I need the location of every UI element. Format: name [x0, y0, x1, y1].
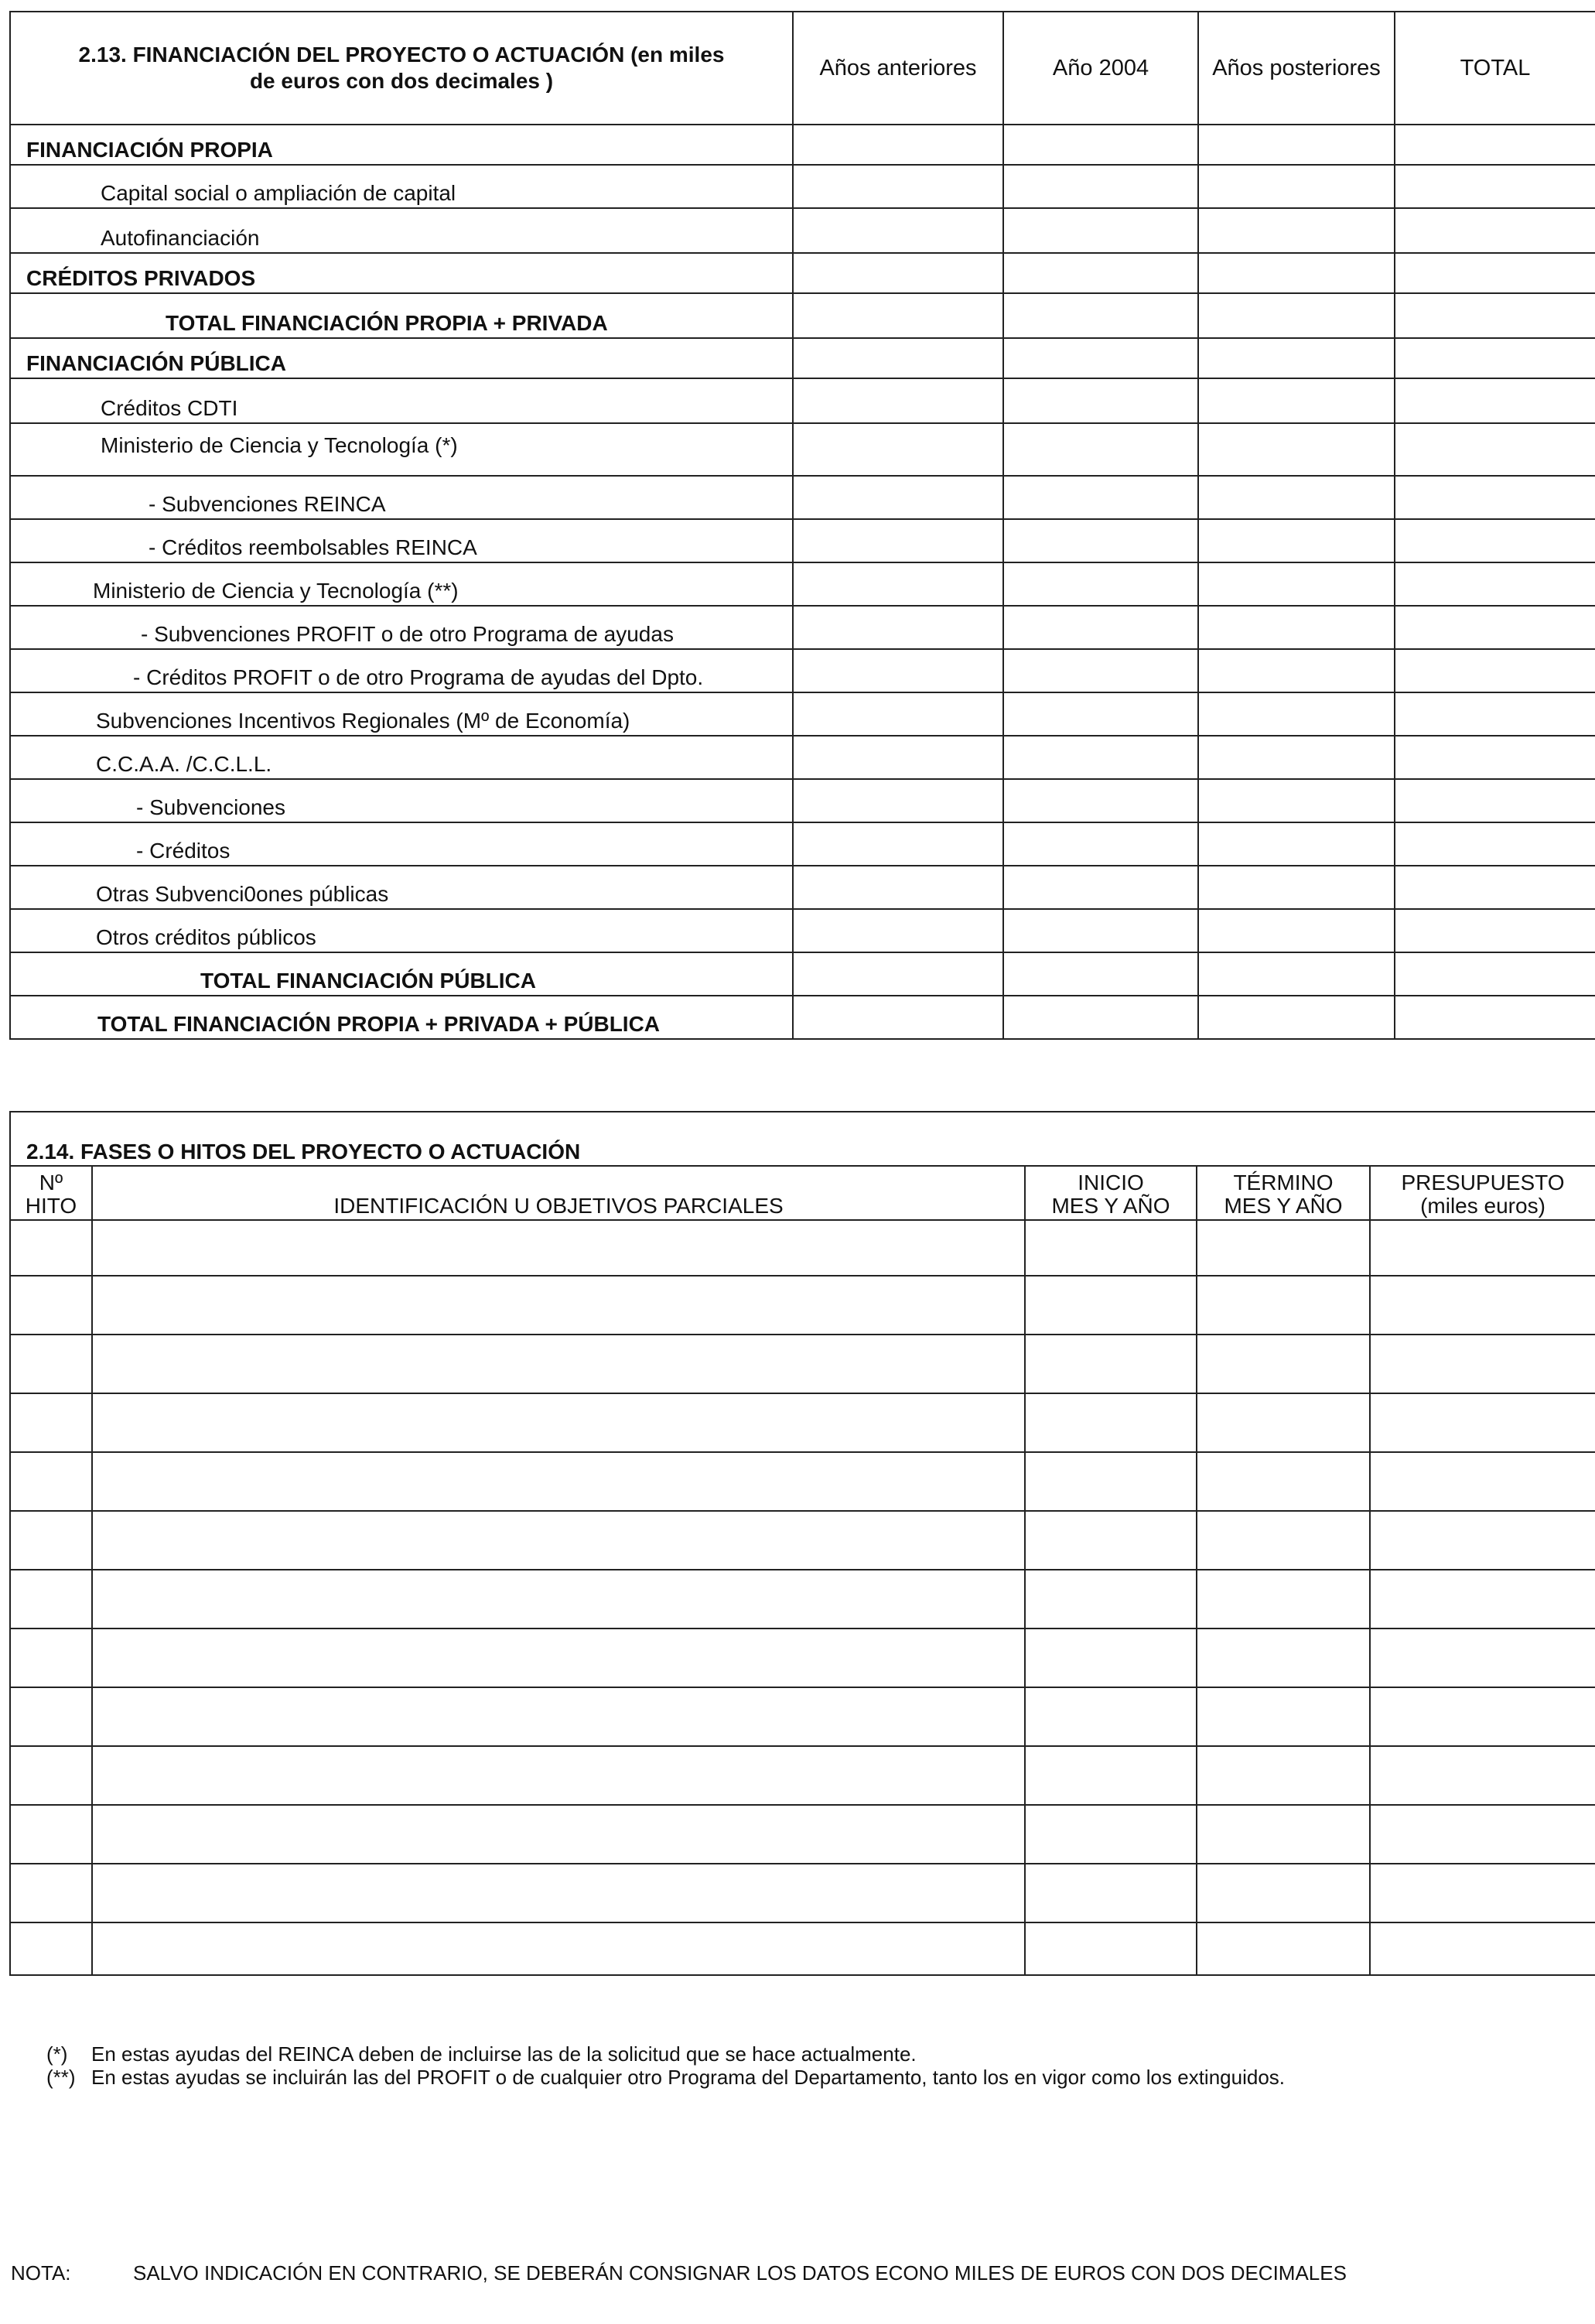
- row-self-financing: [10, 208, 1595, 253]
- cell-later[interactable]: [1198, 562, 1395, 606]
- cell-identification[interactable]: [92, 1335, 1025, 1393]
- cell-total[interactable]: [1395, 649, 1595, 692]
- cell-previous[interactable]: [793, 736, 1003, 779]
- cell-2004[interactable]: [1003, 208, 1198, 253]
- cell-previous[interactable]: [793, 423, 1003, 476]
- cell-number[interactable]: [10, 1864, 92, 1922]
- final-note-text: SALVO INDICACIÓN EN CONTRARIO, SE DEBERÁN CONSIGNAR LOS DATOS ECONO MILES DE EUROS CON DOS DECIMALES: [133, 2261, 1347, 2285]
- milestones-header-row: [10, 1166, 1595, 1220]
- cell-total[interactable]: [1395, 606, 1595, 649]
- row-label: Otros créditos públicos: [10, 909, 793, 952]
- cell-2004[interactable]: [1003, 253, 1198, 293]
- row-grand-total: [10, 996, 1595, 1039]
- cell-later[interactable]: [1198, 779, 1395, 822]
- cell-end[interactable]: [1197, 1922, 1370, 1975]
- col-header-start-line2: MES Y AÑO: [1051, 1194, 1170, 1218]
- col-header-end: [1197, 1166, 1370, 1220]
- col-header-previous-years: Años anteriores: [793, 12, 1003, 125]
- row-ccaa-ccll: [10, 736, 1595, 779]
- milestone-row: [10, 1922, 1595, 1975]
- cell-later[interactable]: [1198, 293, 1395, 338]
- row-label: FINANCIACIÓN PROPIA: [10, 125, 793, 165]
- cell-previous[interactable]: [793, 649, 1003, 692]
- cell-2004[interactable]: [1003, 909, 1198, 952]
- cell-budget[interactable]: [1370, 1746, 1595, 1805]
- col-header-milestone-number: [10, 1166, 92, 1220]
- footnote-2-marker: (**): [46, 2066, 76, 2089]
- cell-later[interactable]: [1198, 649, 1395, 692]
- cell-end[interactable]: [1197, 1511, 1370, 1570]
- footnote-1-text: En estas ayudas del REINCA deben de incluirse las de la solicitud que se hace actualmente.: [91, 2042, 917, 2066]
- row-label: - Créditos: [10, 822, 793, 866]
- cell-later[interactable]: [1198, 692, 1395, 736]
- cell-previous[interactable]: [793, 165, 1003, 208]
- cell-start[interactable]: [1025, 1864, 1197, 1922]
- cell-budget[interactable]: [1370, 1805, 1595, 1864]
- milestone-row: [10, 1511, 1595, 1570]
- cell-later[interactable]: [1198, 952, 1395, 996]
- cell-2004[interactable]: [1003, 476, 1198, 519]
- row-own-financing: [10, 125, 1595, 165]
- cell-end[interactable]: [1197, 1452, 1370, 1511]
- row-label: C.C.A.A. /C.C.L.L.: [10, 736, 793, 779]
- row-regional-incentives: [10, 692, 1595, 736]
- cell-end[interactable]: [1197, 1220, 1370, 1276]
- row-label: - Créditos PROFIT o de otro Programa de ayudas del Dpto.: [10, 649, 793, 692]
- row-total-own-private: [10, 293, 1595, 338]
- row-label: FINANCIACIÓN PÚBLICA: [10, 338, 793, 378]
- col-header-year-2004: Año 2004: [1003, 12, 1198, 125]
- cell-2004[interactable]: [1003, 423, 1198, 476]
- footnote-2: [46, 2066, 1516, 2089]
- row-public-financing: [10, 338, 1595, 378]
- row-total-public: [10, 952, 1595, 996]
- financing-table: [9, 11, 1595, 1040]
- cell-identification[interactable]: [92, 1452, 1025, 1511]
- col-header-total: TOTAL: [1395, 12, 1595, 125]
- cell-start[interactable]: [1025, 1511, 1197, 1570]
- cell-later[interactable]: [1198, 378, 1395, 423]
- cell-total[interactable]: [1395, 692, 1595, 736]
- cell-number[interactable]: [10, 1570, 92, 1629]
- cell-previous[interactable]: [793, 519, 1003, 562]
- row-label: Ministerio de Ciencia y Tecnología (*): [10, 423, 793, 476]
- row-label: - Subvenciones PROFIT o de otro Programa de ayudas: [10, 606, 793, 649]
- cell-previous[interactable]: [793, 378, 1003, 423]
- cell-later[interactable]: [1198, 996, 1395, 1039]
- cell-identification[interactable]: [92, 1746, 1025, 1805]
- cell-number[interactable]: [10, 1746, 92, 1805]
- cell-identification[interactable]: [92, 1864, 1025, 1922]
- cell-2004[interactable]: [1003, 692, 1198, 736]
- row-label: Autofinanciación: [10, 208, 793, 253]
- milestone-row: [10, 1393, 1595, 1452]
- cell-end[interactable]: [1197, 1687, 1370, 1746]
- row-label: TOTAL FINANCIACIÓN PÚBLICA: [10, 952, 793, 996]
- row-ministry-2: [10, 562, 1595, 606]
- cell-later[interactable]: [1198, 208, 1395, 253]
- cell-2004[interactable]: [1003, 866, 1198, 909]
- cell-previous[interactable]: [793, 952, 1003, 996]
- cell-total[interactable]: [1395, 476, 1595, 519]
- row-reinca-grants: [10, 476, 1595, 519]
- cell-previous[interactable]: [793, 822, 1003, 866]
- cell-start[interactable]: [1025, 1687, 1197, 1746]
- cell-start[interactable]: [1025, 1452, 1197, 1511]
- footnote-1-marker: (*): [46, 2042, 68, 2066]
- cell-2004[interactable]: [1003, 562, 1198, 606]
- cell-budget[interactable]: [1370, 1864, 1595, 1922]
- cell-total[interactable]: [1395, 909, 1595, 952]
- cell-identification[interactable]: [92, 1393, 1025, 1452]
- financing-title-line2: de euros con dos decimales ): [249, 69, 554, 93]
- cell-start[interactable]: [1025, 1335, 1197, 1393]
- col-header-start: [1025, 1166, 1197, 1220]
- cell-number[interactable]: [10, 1335, 92, 1393]
- cell-identification[interactable]: [92, 1629, 1025, 1687]
- col-header-num-line2: HITO: [25, 1194, 77, 1218]
- cell-2004[interactable]: [1003, 606, 1198, 649]
- cell-previous[interactable]: [793, 125, 1003, 165]
- footnote-2-text: En estas ayudas se incluirán las del PROFIT o de cualquier otro Programa del Departamento, tanto los en vigor como los extinguidos.: [91, 2066, 1286, 2089]
- cell-total[interactable]: [1395, 736, 1595, 779]
- milestones-table: [9, 1111, 1595, 1976]
- col-header-later-years: Años posteriores: [1198, 12, 1395, 125]
- col-header-num-line1: Nº: [39, 1171, 63, 1194]
- cell-number[interactable]: [10, 1276, 92, 1335]
- milestone-row: [10, 1335, 1595, 1393]
- cell-budget[interactable]: [1370, 1687, 1595, 1746]
- cell-budget[interactable]: [1370, 1922, 1595, 1975]
- financing-title: [10, 12, 793, 125]
- cell-2004[interactable]: [1003, 736, 1198, 779]
- cell-budget[interactable]: [1370, 1629, 1595, 1687]
- cell-later[interactable]: [1198, 165, 1395, 208]
- cell-identification[interactable]: [92, 1687, 1025, 1746]
- milestone-row: [10, 1805, 1595, 1864]
- row-reinca-credits: [10, 519, 1595, 562]
- cell-end[interactable]: [1197, 1864, 1370, 1922]
- cell-start[interactable]: [1025, 1922, 1197, 1975]
- cell-previous[interactable]: [793, 996, 1003, 1039]
- cell-previous[interactable]: [793, 253, 1003, 293]
- cell-identification[interactable]: [92, 1922, 1025, 1975]
- cell-start[interactable]: [1025, 1570, 1197, 1629]
- cell-2004[interactable]: [1003, 952, 1198, 996]
- cell-total[interactable]: [1395, 779, 1595, 822]
- cell-previous[interactable]: [793, 866, 1003, 909]
- row-label: CRÉDITOS PRIVADOS: [10, 253, 793, 293]
- row-profit-grants: [10, 606, 1595, 649]
- cell-budget[interactable]: [1370, 1570, 1595, 1629]
- col-header-end-line2: MES Y AÑO: [1224, 1194, 1343, 1218]
- cell-end[interactable]: [1197, 1629, 1370, 1687]
- milestone-row: [10, 1864, 1595, 1922]
- cell-end[interactable]: [1197, 1570, 1370, 1629]
- milestone-row: [10, 1220, 1595, 1276]
- col-header-budget: [1370, 1166, 1595, 1220]
- cell-previous[interactable]: [793, 909, 1003, 952]
- milestone-row: [10, 1746, 1595, 1805]
- row-label: Ministerio de Ciencia y Tecnología (**): [10, 562, 793, 606]
- row-label: Créditos CDTI: [10, 378, 793, 423]
- row-label: TOTAL FINANCIACIÓN PROPIA + PRIVADA: [10, 293, 793, 338]
- row-ministry-1: [10, 423, 1595, 476]
- cell-end[interactable]: [1197, 1393, 1370, 1452]
- cell-total[interactable]: [1395, 125, 1595, 165]
- cell-total[interactable]: [1395, 822, 1595, 866]
- cell-later[interactable]: [1198, 423, 1395, 476]
- cell-total[interactable]: [1395, 562, 1595, 606]
- cell-number[interactable]: [10, 1805, 92, 1864]
- row-label: - Subvenciones: [10, 779, 793, 822]
- row-label: Otras Subvenci0ones públicas: [10, 866, 793, 909]
- col-header-identification: IDENTIFICACIÓN U OBJETIVOS PARCIALES: [92, 1166, 1025, 1220]
- cell-later[interactable]: [1198, 125, 1395, 165]
- cell-start[interactable]: [1025, 1805, 1197, 1864]
- cell-identification[interactable]: [92, 1511, 1025, 1570]
- milestones-title-row: [10, 1112, 1595, 1166]
- cell-start[interactable]: [1025, 1220, 1197, 1276]
- footnotes: [46, 2042, 1516, 2089]
- cell-previous[interactable]: [793, 779, 1003, 822]
- cell-later[interactable]: [1198, 338, 1395, 378]
- cell-2004[interactable]: [1003, 293, 1198, 338]
- row-ccaa-credits: [10, 822, 1595, 866]
- financing-header-row: [10, 12, 1595, 125]
- cell-total[interactable]: [1395, 378, 1595, 423]
- milestone-row: [10, 1570, 1595, 1629]
- milestones-title: 2.14. FASES O HITOS DEL PROYECTO O ACTUACIÓN: [10, 1112, 1595, 1166]
- cell-previous[interactable]: [793, 293, 1003, 338]
- cell-previous[interactable]: [793, 338, 1003, 378]
- cell-later[interactable]: [1198, 822, 1395, 866]
- cell-start[interactable]: [1025, 1393, 1197, 1452]
- cell-previous[interactable]: [793, 606, 1003, 649]
- cell-identification[interactable]: [92, 1805, 1025, 1864]
- cell-budget[interactable]: [1370, 1220, 1595, 1276]
- cell-identification[interactable]: [92, 1570, 1025, 1629]
- cell-budget[interactable]: [1370, 1335, 1595, 1393]
- cell-2004[interactable]: [1003, 338, 1198, 378]
- col-header-start-line1: INICIO: [1078, 1171, 1144, 1194]
- row-label: TOTAL FINANCIACIÓN PROPIA + PRIVADA + PÚBLICA: [10, 996, 793, 1039]
- row-other-public-grants: [10, 866, 1595, 909]
- footnote-1: [46, 2042, 1516, 2066]
- cell-budget[interactable]: [1370, 1511, 1595, 1570]
- row-label: - Créditos reembolsables REINCA: [10, 519, 793, 562]
- cell-later[interactable]: [1198, 866, 1395, 909]
- row-other-public-credits: [10, 909, 1595, 952]
- cell-2004[interactable]: [1003, 649, 1198, 692]
- col-header-end-line1: TÉRMINO: [1233, 1171, 1334, 1194]
- row-profit-credits: [10, 649, 1595, 692]
- row-label: - Subvenciones REINCA: [10, 476, 793, 519]
- cell-later[interactable]: [1198, 606, 1395, 649]
- cell-total[interactable]: [1395, 338, 1595, 378]
- cell-later[interactable]: [1198, 476, 1395, 519]
- cell-budget[interactable]: [1370, 1276, 1595, 1335]
- cell-identification[interactable]: [92, 1220, 1025, 1276]
- cell-start[interactable]: [1025, 1629, 1197, 1687]
- cell-budget[interactable]: [1370, 1393, 1595, 1452]
- cell-2004[interactable]: [1003, 996, 1198, 1039]
- milestone-row: [10, 1687, 1595, 1746]
- cell-later[interactable]: [1198, 909, 1395, 952]
- cell-total[interactable]: [1395, 519, 1595, 562]
- cell-previous[interactable]: [793, 208, 1003, 253]
- cell-end[interactable]: [1197, 1746, 1370, 1805]
- cell-total[interactable]: [1395, 165, 1595, 208]
- cell-previous[interactable]: [793, 562, 1003, 606]
- cell-2004[interactable]: [1003, 822, 1198, 866]
- cell-end[interactable]: [1197, 1335, 1370, 1393]
- cell-end[interactable]: [1197, 1276, 1370, 1335]
- final-note-label: NOTA:: [11, 2261, 71, 2285]
- row-ccaa-grants: [10, 779, 1595, 822]
- cell-start[interactable]: [1025, 1276, 1197, 1335]
- row-private-credits: [10, 253, 1595, 293]
- cell-later[interactable]: [1198, 736, 1395, 779]
- cell-previous[interactable]: [793, 476, 1003, 519]
- cell-later[interactable]: [1198, 253, 1395, 293]
- cell-2004[interactable]: [1003, 165, 1198, 208]
- cell-total[interactable]: [1395, 253, 1595, 293]
- row-cdti-credits: [10, 378, 1595, 423]
- cell-previous[interactable]: [793, 692, 1003, 736]
- cell-number[interactable]: [10, 1687, 92, 1746]
- col-header-budget-line2: (miles euros): [1420, 1194, 1545, 1218]
- row-label: Capital social o ampliación de capital: [10, 165, 793, 208]
- cell-number[interactable]: [10, 1922, 92, 1975]
- cell-number[interactable]: [10, 1220, 92, 1276]
- cell-number[interactable]: [10, 1452, 92, 1511]
- milestone-row: [10, 1452, 1595, 1511]
- financing-title-line1: 2.13. FINANCIACIÓN DEL PROYECTO O ACTUACIÓN (en miles: [78, 43, 725, 67]
- cell-2004[interactable]: [1003, 779, 1198, 822]
- cell-total[interactable]: [1395, 423, 1595, 476]
- cell-budget[interactable]: [1370, 1452, 1595, 1511]
- cell-2004[interactable]: [1003, 519, 1198, 562]
- cell-2004[interactable]: [1003, 378, 1198, 423]
- cell-total[interactable]: [1395, 208, 1595, 253]
- cell-total[interactable]: [1395, 866, 1595, 909]
- milestone-row: [10, 1276, 1595, 1335]
- cell-2004[interactable]: [1003, 125, 1198, 165]
- milestone-row: [10, 1629, 1595, 1687]
- cell-total[interactable]: [1395, 952, 1595, 996]
- cell-later[interactable]: [1198, 519, 1395, 562]
- cell-number[interactable]: [10, 1629, 92, 1687]
- cell-total[interactable]: [1395, 293, 1595, 338]
- col-header-budget-line1: PRESUPUESTO: [1401, 1171, 1565, 1194]
- cell-total[interactable]: [1395, 996, 1595, 1039]
- row-label: Subvenciones Incentivos Regionales (Mº de Economía): [10, 692, 793, 736]
- cell-number[interactable]: [10, 1393, 92, 1452]
- cell-start[interactable]: [1025, 1746, 1197, 1805]
- row-share-capital: [10, 165, 1595, 208]
- cell-end[interactable]: [1197, 1805, 1370, 1864]
- cell-number[interactable]: [10, 1511, 92, 1570]
- cell-identification[interactable]: [92, 1276, 1025, 1335]
